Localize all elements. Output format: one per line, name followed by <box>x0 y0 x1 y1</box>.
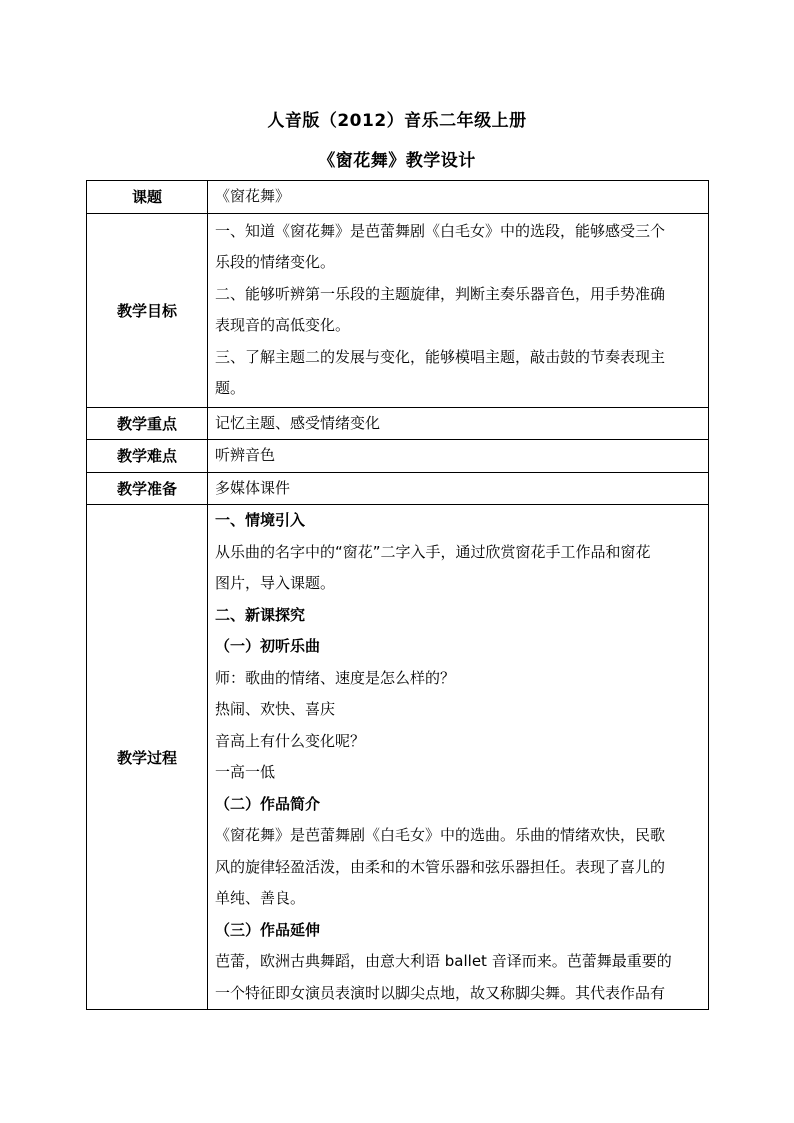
process-line: 师：歌曲的情绪、速度是怎么样的？ <box>215 668 456 687</box>
process-line: 从乐曲的名字中的“窗花”二字入手，通过欣赏窗花手工作品和窗花 <box>215 542 651 561</box>
process-line: 音高上有什么变化呢？ <box>215 731 366 750</box>
goal-line: 三、了解主题二的发展与变化，能够模唱主题，敲击鼓的节奏表现主 <box>215 347 666 366</box>
process-heading: 二、新课探究 <box>215 605 306 624</box>
table-row-topic <box>87 181 709 214</box>
goal-line: 题。 <box>215 379 246 397</box>
lesson-plan-table <box>86 180 709 1010</box>
process-line: 一高一低 <box>215 763 276 781</box>
value-preparation: 多媒体课件 <box>208 472 709 505</box>
value-key-points: 记忆主题、感受情绪变化 <box>208 407 709 440</box>
process-line: 风的旋律轻盈活泼，由柔和的木管乐器和弦乐器担任。表现了喜儿的 <box>215 857 666 876</box>
process-heading: （一）初听乐曲 <box>215 637 321 655</box>
process-line: 一个特征即女演员表演时以脚尖点地，故又称脚尖舞。其代表作品有 <box>215 983 666 1002</box>
process-line: 单纯、善良。 <box>215 889 306 907</box>
table-row-key-points <box>87 407 709 440</box>
process-line: 热闹、欢快、喜庆 <box>215 700 336 718</box>
table-row-goals <box>87 213 709 407</box>
value-topic: 《窗花舞》 <box>208 181 709 214</box>
process-heading: 一、情境引入 <box>215 511 306 529</box>
label-goals: 教学目标 <box>87 213 208 407</box>
goal-line: 二、能够听辨第一乐段的主题旋律，判断主奏乐器音色，用手势准确 <box>215 284 666 303</box>
value-goals <box>208 213 709 407</box>
label-key-points: 教学重点 <box>87 407 208 440</box>
document-subtitle: 《窗花舞》教学设计 <box>318 151 476 171</box>
value-process <box>208 505 709 1010</box>
process-heading: （三）作品延伸 <box>215 920 321 939</box>
label-process: 教学过程 <box>87 505 208 1010</box>
label-topic: 课题 <box>87 181 208 214</box>
label-preparation: 教学准备 <box>87 472 208 505</box>
process-line: 《窗花舞》是芭蕾舞剧《白毛女》中的选曲。乐曲的情绪欢快，民歌 <box>215 826 666 844</box>
label-difficulty: 教学难点 <box>87 440 208 473</box>
process-line: 芭蕾，欧洲古典舞蹈，由意大利语 ballet 音译而来。芭蕾舞最重要的 <box>215 952 672 970</box>
table-row-preparation <box>87 472 709 505</box>
value-difficulty: 听辨音色 <box>208 440 709 473</box>
table-row-process <box>87 505 709 1010</box>
goal-line: 一、知道《窗花舞》是芭蕾舞剧《白毛女》中的选段，能够感受三个 <box>215 221 666 240</box>
process-line: 图片，导入课题。 <box>215 574 336 592</box>
document-title: 人音版（2012）音乐二年级上册 <box>267 111 527 131</box>
goal-line: 表现音的高低变化。 <box>215 316 351 334</box>
goal-line: 乐段的情绪变化。 <box>215 253 336 271</box>
process-heading: （二）作品简介 <box>215 794 321 813</box>
table-row-difficulty <box>87 440 709 473</box>
